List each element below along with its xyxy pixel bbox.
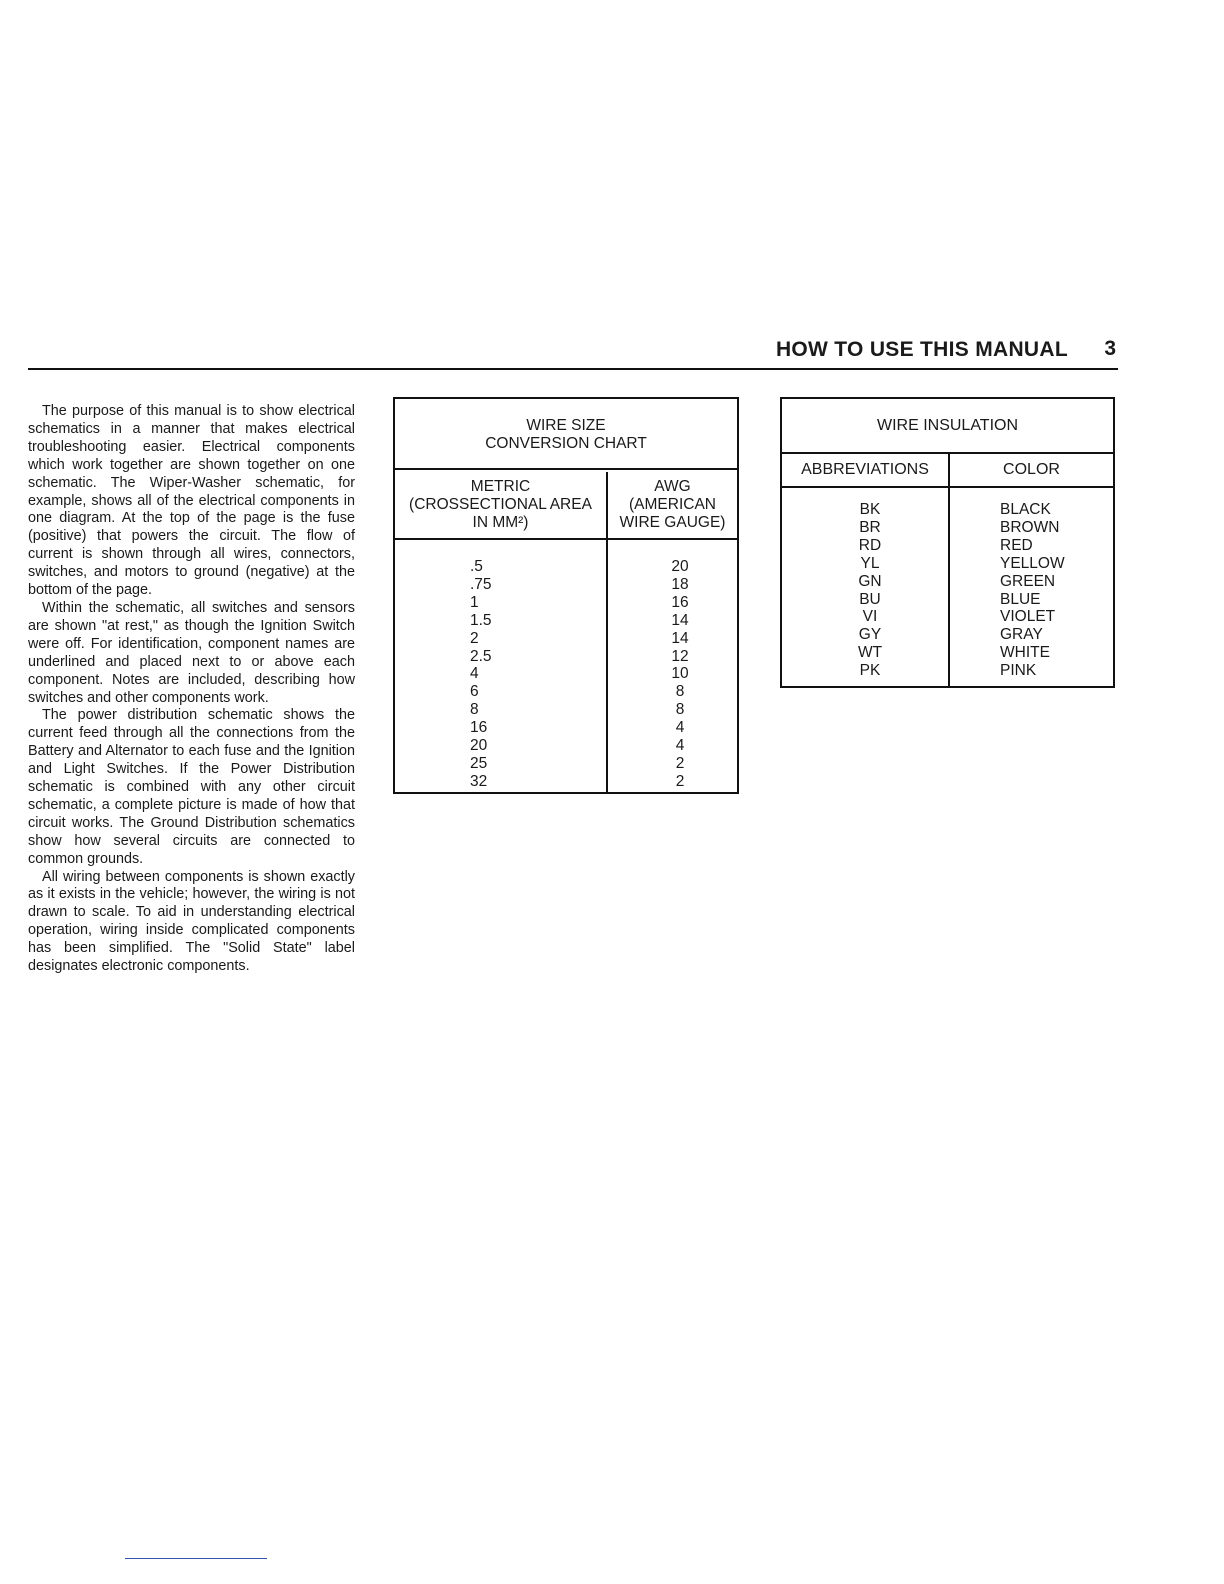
column-divider [606,540,608,792]
table-cell: 12 [671,647,689,665]
table-cell: YELLOW [1000,554,1065,572]
table-cell: 1 [470,593,479,611]
paragraph: The power distribution schematic shows the current feed through all the connections from the Battery and Alternator to each fuse and the Ignition and Light Switches. If the Power Distribution schematic is combined with any other circuit schematic, a complete picture is made of how that circuit works. The Ground Distribution schematics show how several circuits are connected to common grounds. [28,707,355,867]
paragraph: Within the schematic, all switches and sensors are shown "at rest," as though the Ignition Switch were off. For identification, component names are underlined and placed next to or above each component. Notes are included, describing how switches and other components work. [28,599,355,706]
table-cell: GN [858,572,882,590]
table-cell: 16 [470,719,488,737]
table-cell: 14 [671,611,689,629]
table-cell: 16 [671,593,689,611]
table-cell: 20 [671,558,689,575]
table-cell: WHITE [1000,644,1050,662]
table-cell: 2 [470,629,479,647]
section-title: HOW TO USE THIS MANUAL [775,338,1068,361]
table-cell: 6 [470,683,479,701]
table-cell: VIOLET [1000,608,1056,626]
page-number: 3 [1104,337,1116,360]
table-cell: 4 [675,737,685,755]
table-cell: 2 [675,754,685,772]
table-cell: 18 [671,575,689,593]
table-cell: .5 [470,558,483,575]
table-cell: 1.5 [470,611,492,629]
color-column-header: COLOR [950,454,1113,488]
metric-values [470,558,530,791]
table-cell: BLACK [1000,501,1051,518]
table-cell: 2 [675,772,685,790]
color-values [1000,501,1110,680]
page-header [28,336,1118,370]
table-cell: WT [857,644,883,662]
table-cell: GY [858,626,882,644]
table-cell: BLUE [1000,590,1041,608]
table-cell: 4 [675,719,685,737]
table-cell: GREEN [1000,572,1056,590]
awg-column-header: AWG (AMERICAN WIRE GAUGE) [608,472,737,540]
awg-values [650,558,710,791]
table-cell: RED [1000,536,1033,554]
table-cell: 32 [470,772,488,790]
table-cell: BK [859,501,881,518]
table-cell: PINK [1000,662,1037,680]
table-cell: 20 [470,737,488,755]
table-cell: PK [859,662,881,680]
table-cell: RD [858,536,882,554]
wire-insulation-table [780,397,1115,688]
table-cell: 10 [671,665,689,683]
table-cell: 4 [470,665,479,683]
abbreviations-column-header: ABBREVIATIONS [782,454,950,488]
table-title: WIRE SIZE CONVERSION CHART [395,399,737,470]
table-cell: YL [860,554,880,572]
table-cell: 14 [671,629,689,647]
table-cell: .75 [470,575,492,593]
abbreviation-values [840,501,900,680]
table-title: WIRE INSULATION [782,399,1113,454]
paragraph: All wiring between components is shown exactly as it exists in the vehicle; however, the wiring is not drawn to scale. To aid in understanding electrical operation, wiring inside complicated components has been simplified. The "Solid State" label designates electronic components. [28,868,355,975]
table-cell: 8 [675,701,685,719]
table-cell: GRAY [1000,626,1043,644]
table-cell: VI [862,608,878,626]
table-cell: BU [859,590,881,608]
paragraph: The purpose of this manual is to show electrical schematics in a manner that makes electrical troubleshooting easier. Electrical components which work together are shown together on one schematic. The Wiper-Washer schematic, for example, shows all of the electrical components in one diagram. At the top of the page is the fuse (positive) that powers the circuit. The flow of current is shown through all wires, connectors, switches, and motors to ground (negative) at the bottom of the page. [28,403,355,599]
table-cell: BR [859,518,881,536]
table-cell: 25 [470,754,488,772]
footer-rule [125,1558,267,1559]
wire-size-conversion-table [393,397,739,794]
table-cell: BROWN [1000,518,1060,536]
column-divider [948,488,950,686]
intro-text [28,403,355,976]
table-cell: 8 [675,683,685,701]
table-cell: 8 [470,701,479,719]
metric-column-header: METRIC (CROSSECTIONAL AREA IN MM²) [395,472,608,540]
table-cell: 2.5 [470,647,492,665]
